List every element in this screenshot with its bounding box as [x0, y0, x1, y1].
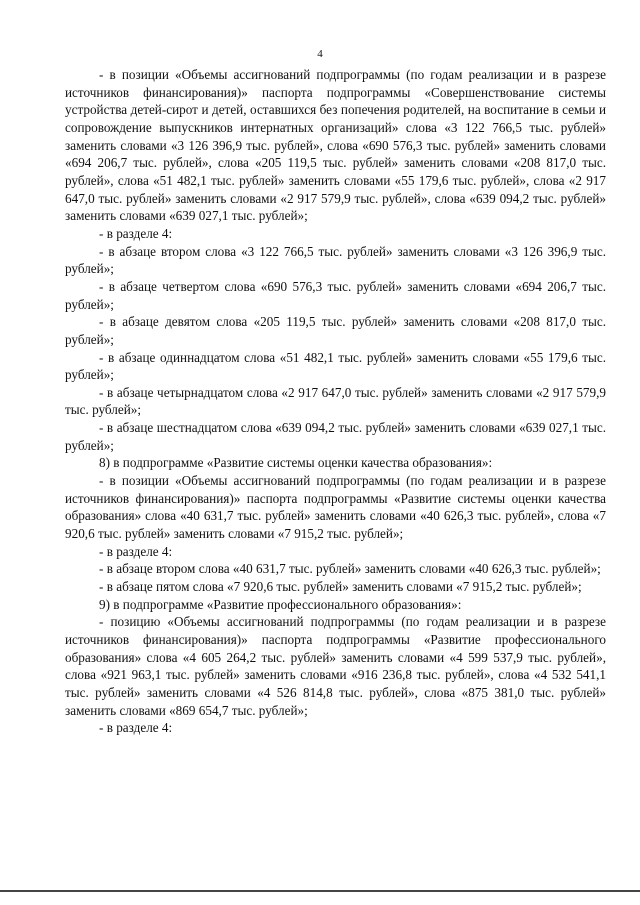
paragraph-14: 9) в подпрограмме «Развитие профессионального образования»: [99, 596, 462, 612]
paragraph-3: - в абзаце втором слова «3 122 766,5 тыс. рублей» заменить словами «3 126 396,9 тыс. рублей»; [65, 243, 606, 277]
paragraph-7: - в абзаце четырнадцатом слова «2 917 647,0 тыс. рублей» заменить словами «2 917 579,9 тыс. рублей»; [65, 384, 606, 418]
paragraph-1: - в позиции «Объемы ассигнований подпрограммы (по годам реализации и в разрезе источников финансирования)» паспорта подпрограммы «Совершенствование системы устройства детей-сирот и детей, оставшихся без попечения родителей, на воспитание в семьи и сопровождение выпускников интернатных организаций» слова «3 122 766,5 тыс. рублей» заменить словами «3 126 396,9 тыс. рублей», слова «690 576,3 тыс. рублей» заменить словами «694 206,7 тыс. рублей», слова «205 119,5 тыс. рублей» заменить словами «208 817,0 тыс. рублей», слова «51 482,1 тыс. рублей» заменить словами «55 179,6 тыс. рублей», слова «2 917 647,0 тыс. рублей» заменить словами «2 917 579,9 тыс. рублей», слова «639 094,2 тыс. рублей» заменить словами «639 027,1 тыс. рублей»; [65, 67, 606, 224]
paragraph-12: - в абзаце втором слова «40 631,7 тыс. рублей» заменить словами «40 626,3 тыс. рублей»; [99, 561, 601, 577]
paragraph-9: 8) в подпрограмме «Развитие системы оценки качества образования»: [99, 455, 493, 471]
document-body [65, 66, 606, 737]
paragraph-4: - в абзаце четвертом слова «690 576,3 тыс. рублей» заменить словами «694 206,7 тыс. рублей»; [65, 278, 606, 312]
page-number: 4 [317, 48, 323, 60]
paragraph-11: - в разделе 4: [99, 543, 173, 559]
paragraph-16: - в разделе 4: [99, 720, 173, 736]
paragraph-15: - позицию «Объемы ассигнований подпрограммы (по годам реализации и в разрезе источников финансирования)» паспорта подпрограммы «Развитие профессионального образования» слова «4 605 264,2 тыс. рублей» заменить словами «4 599 537,9 тыс. рублей», слова «921 963,1 тыс. рублей» заменить словами «916 236,8 тыс. рублей», слова «4 532 541,1 тыс. рублей» заменить словами «4 526 814,8 тыс. рублей», слова «875 381,0 тыс. рублей» заменить словами «869 654,7 тыс. рублей»; [65, 614, 606, 718]
paragraph-10: - в позиции «Объемы ассигнований подпрограммы (по годам реализации и в разрезе источников финансирования)» паспорта подпрограммы «Развитие системы оценки качества образования» слова «40 631,7 тыс. рублей» заменить словами «40 626,3 тыс. рублей», слова «7 920,6 тыс. рублей» заменить словами «7 915,2 тыс. рублей»; [65, 473, 606, 542]
paragraph-6: - в абзаце одиннадцатом слова «51 482,1 тыс. рублей» заменить словами «55 179,6 тыс. рублей»; [65, 349, 606, 383]
paragraph-8: - в абзаце шестнадцатом слова «639 094,2 тыс. рублей» заменить словами «639 027,1 тыс. рублей»; [65, 420, 606, 453]
paragraph-13: - в абзаце пятом слова «7 920,6 тыс. рублей» заменить словами «7 915,2 тыс. рублей»; [99, 579, 582, 595]
bottom-rule [0, 890, 640, 892]
paragraph-5: - в абзаце девятом слова «205 119,5 тыс. рублей» заменить словами «208 817,0 тыс. рублей»; [65, 314, 606, 347]
paragraph-2: - в разделе 4: [99, 225, 173, 241]
